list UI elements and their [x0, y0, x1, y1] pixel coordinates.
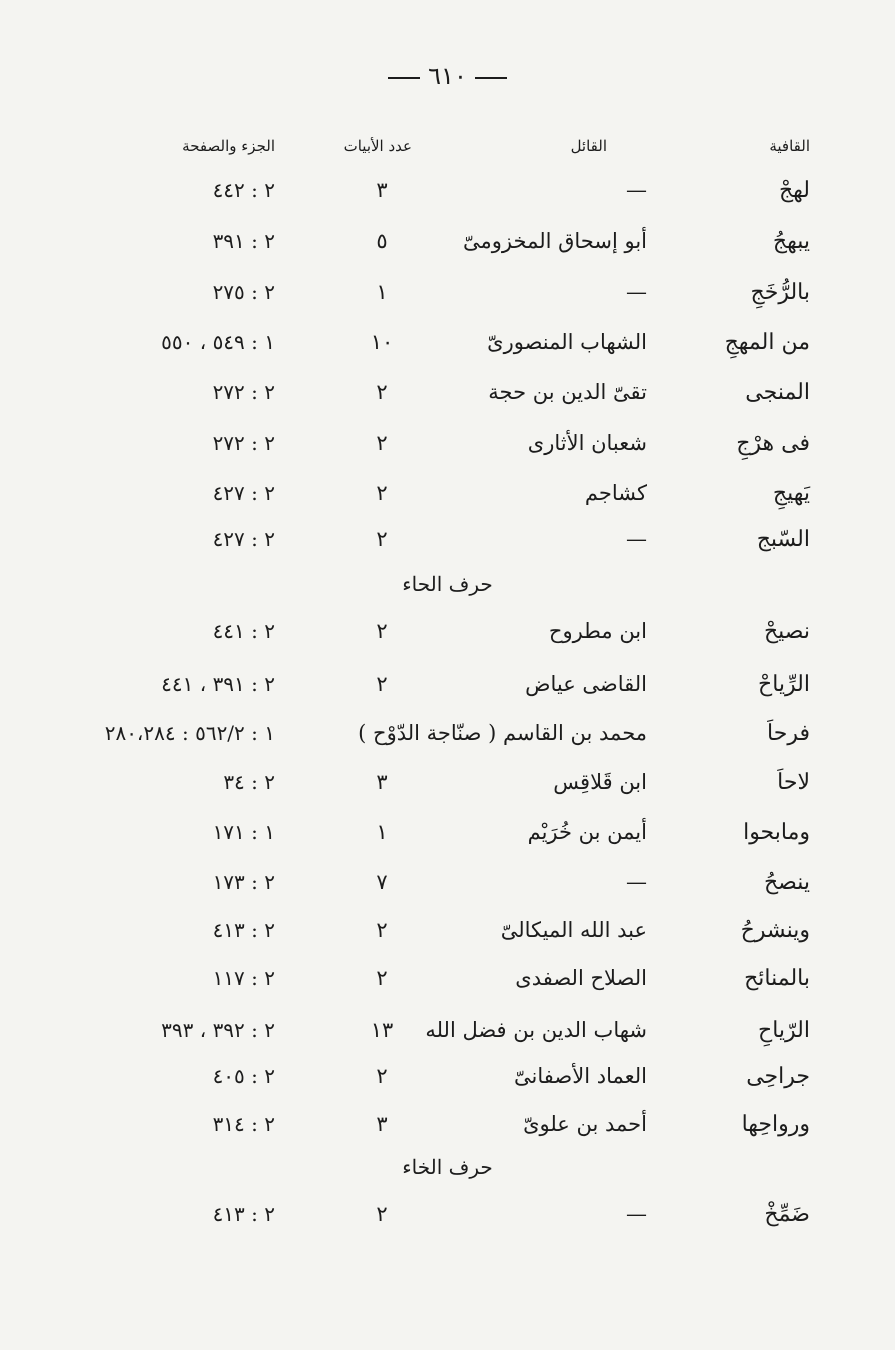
cell-poet: — — [626, 1202, 647, 1226]
cell-poet: أحمد بن علوىّ — [523, 1112, 647, 1136]
table-row — [0, 481, 895, 521]
cell-rhyme: ينصحُ — [763, 870, 810, 895]
cell-verses: ٢ — [376, 918, 388, 942]
cell-rhyme: ضَمِّخْ — [764, 1202, 810, 1227]
cell-verses: ١٣ — [370, 1018, 394, 1042]
cell-poet: أيمن بن خُرَيْم — [527, 820, 647, 844]
cell-rhyme: يبهجُ — [772, 229, 810, 254]
page-number — [0, 62, 895, 90]
cell-verses: ١ — [376, 280, 388, 304]
cell-poet: الشهاب المنصورىّ — [487, 330, 647, 354]
cell-ref: ٢ : ٣٩١ ، ٤٤١ — [161, 672, 275, 696]
cell-verses: ١ — [376, 820, 388, 844]
cell-ref: ٢ : ٣٩١ — [212, 229, 275, 253]
cell-verses: ١٠ — [370, 330, 394, 354]
cell-verses: ٥ — [376, 229, 388, 253]
cell-rhyme: المنجى — [745, 380, 810, 405]
table-row — [0, 431, 895, 471]
cell-verses: ٢ — [376, 1202, 388, 1226]
cell-rhyme: نصيحْ — [763, 619, 810, 644]
cell-rhyme: وينشرحُ — [740, 918, 810, 943]
cell-poet: ابن قَلاقِس — [553, 770, 647, 794]
cell-verses: ٢ — [376, 380, 388, 404]
cell-verses: ٢ — [376, 672, 388, 696]
table-row — [0, 918, 895, 958]
table-row — [0, 1064, 895, 1104]
header-verses: عدد الأبيات — [343, 137, 412, 155]
cell-verses: ٢ — [376, 619, 388, 643]
cell-poet: أبو إسحاق المخزومىّ — [463, 229, 647, 253]
header-ref: الجزء والصفحة — [182, 137, 275, 155]
cell-verses: ٢ — [376, 431, 388, 455]
cell-rhyme: ومابحوا — [743, 820, 810, 845]
table-row — [0, 770, 895, 810]
cell-poet: — — [626, 178, 647, 202]
cell-rhyme: جراحِى — [746, 1064, 810, 1089]
cell-ref: ٢ : ٤٠٥ — [212, 1064, 275, 1088]
cell-ref: ٢ : ٣٤ — [223, 770, 275, 794]
cell-verses: ٢ — [376, 1064, 388, 1088]
table-row — [0, 966, 895, 1006]
table-row — [0, 1018, 895, 1058]
header-poet: القائل — [570, 137, 607, 155]
table-row — [0, 820, 895, 860]
page-number-dash-right — [475, 77, 507, 79]
cell-rhyme: فى هرْجِ — [736, 431, 810, 456]
table-row — [0, 672, 895, 712]
cell-rhyme: ورواحِها — [741, 1112, 810, 1137]
cell-ref: ٢ : ٢٧٥ — [212, 280, 275, 304]
cell-poet: ابن مطروح — [548, 619, 647, 643]
table-row — [0, 229, 895, 269]
cell-ref: ٢ : ٤١٣ — [212, 1202, 275, 1226]
cell-ref: ٢ : ٤١٣ — [212, 918, 275, 942]
header-rhyme: القافية — [769, 137, 810, 155]
cell-ref: ٢ : ١١٧ — [212, 966, 275, 990]
cell-ref: ٢ : ٤٢٧ — [212, 481, 275, 505]
cell-ref: ٢ : ٣٩٢ ، ٣٩٣ — [161, 1018, 275, 1042]
cell-poet: شهاب الدين بن فضل الله — [425, 1018, 647, 1042]
cell-verses: ٣ — [376, 770, 388, 794]
cell-ref: ٢ : ٢٧٢ — [212, 380, 275, 404]
cell-poet: محمد بن القاسم ( صنّاجة الدّوْح ) — [358, 721, 647, 745]
cell-ref: ٢ : ٤٢٧ — [212, 527, 275, 551]
column-headers — [0, 137, 895, 177]
cell-ref: ١ : ٥٦٢/٢ : ٢٨٠،٢٨٤ — [104, 721, 275, 745]
cell-rhyme: الرّياحِ — [758, 1018, 810, 1043]
cell-rhyme: السّبج — [756, 527, 810, 552]
table-row — [0, 527, 895, 567]
cell-verses: ٢ — [376, 966, 388, 990]
cell-poet: العماد الأصفانىّ — [514, 1064, 647, 1088]
cell-rhyme: لاحاَ — [777, 770, 810, 795]
table-row — [0, 330, 895, 370]
section-title: حرف الحاء — [402, 572, 493, 596]
cell-rhyme: لهجْ — [778, 178, 810, 203]
cell-poet: كشاجم — [584, 481, 647, 505]
cell-ref: ٢ : ٢٧٢ — [212, 431, 275, 455]
cell-poet: — — [626, 870, 647, 894]
cell-verses: ٢ — [376, 481, 388, 505]
cell-verses: ٣ — [376, 178, 388, 202]
cell-rhyme: يَهيجِ — [772, 481, 810, 506]
cell-rhyme: بالرُّخَجِ — [750, 280, 810, 305]
page-number-text: ٦١٠ — [428, 62, 467, 90]
table-row — [0, 280, 895, 320]
cell-poet: تقىّ الدين بن حجة — [488, 380, 647, 404]
cell-rhyme: من المهجِ — [724, 330, 810, 355]
cell-rhyme: فرحاَ — [767, 721, 810, 746]
table-row — [0, 619, 895, 659]
table-row — [0, 870, 895, 910]
table-row — [0, 721, 895, 761]
cell-verses: ٣ — [376, 1112, 388, 1136]
table-row — [0, 380, 895, 420]
cell-rhyme: الرِّياحْ — [758, 672, 810, 697]
cell-poet: شعبان الأثارى — [527, 431, 647, 455]
cell-poet: الصلاح الصفدى — [515, 966, 647, 990]
cell-rhyme: بالمنائح — [744, 966, 810, 991]
table-row — [0, 1202, 895, 1242]
table-row — [0, 178, 895, 218]
section-title: حرف الخاء — [402, 1155, 493, 1179]
cell-poet: عبد الله الميكالىّ — [500, 918, 647, 942]
cell-ref: ٢ : ٤٤٢ — [212, 178, 275, 202]
cell-ref: ٢ : ٤٤١ — [212, 619, 275, 643]
cell-poet: القاضى عياض — [525, 672, 647, 696]
cell-ref: ١ : ١٧١ — [212, 820, 275, 844]
cell-poet: — — [626, 280, 647, 304]
cell-verses: ٧ — [376, 870, 388, 894]
table-row — [0, 1112, 895, 1152]
page-number-dash-left — [388, 77, 420, 79]
cell-poet: — — [626, 527, 647, 551]
cell-ref: ١ : ٥٤٩ ، ٥٥٠ — [161, 330, 275, 354]
cell-ref: ٢ : ١٧٣ — [212, 870, 275, 894]
cell-ref: ٢ : ٣١٤ — [212, 1112, 275, 1136]
cell-verses: ٢ — [376, 527, 388, 551]
